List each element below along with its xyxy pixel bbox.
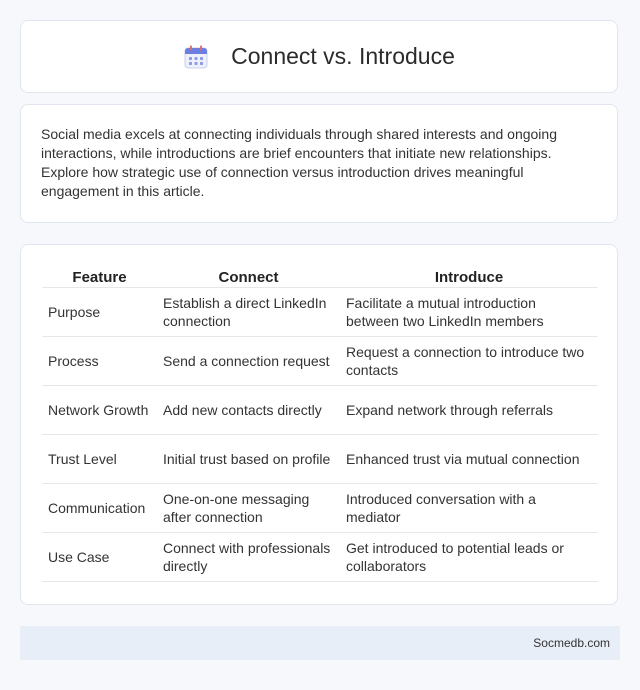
table-row [42, 435, 598, 484]
comparison-card [20, 244, 618, 605]
cell-feature: Purpose [42, 288, 157, 337]
intro-paragraph: Social media excels at connecting individuals through shared interests and ongoing interactions, while introductions are brief encounters that initiate new relationships. Explore how strategic use of connection versus introduction drives meaningful engagement in this article. [41, 126, 557, 199]
cell-connect: Connect with professionals directly [157, 533, 340, 582]
table-row [42, 386, 598, 435]
footer-bar [20, 626, 620, 660]
header-connect: Connect [157, 267, 340, 288]
cell-introduce: Facilitate a mutual introduction between two LinkedIn members [340, 288, 598, 337]
table-row [42, 288, 598, 337]
footer-site-link[interactable]: Socmedb.com [533, 636, 610, 650]
comparison-table [42, 267, 598, 582]
header-introduce: Introduce [340, 267, 598, 288]
table-header-row [42, 267, 598, 288]
cell-introduce: Get introduced to potential leads or collaborators [340, 533, 598, 582]
table-row [42, 533, 598, 582]
intro-card [20, 104, 618, 223]
cell-connect: Establish a direct LinkedIn connection [157, 288, 340, 337]
page-title: Connect vs. Introduce [231, 43, 455, 69]
cell-feature: Use Case [42, 533, 157, 582]
calendar-icon [183, 44, 209, 70]
table-row [42, 484, 598, 533]
cell-introduce: Enhanced trust via mutual connection [340, 435, 598, 484]
cell-feature: Process [42, 337, 157, 386]
cell-connect: One-on-one messaging after connection [157, 484, 340, 533]
cell-introduce: Expand network through referrals [340, 386, 598, 435]
header-feature: Feature [42, 267, 157, 288]
cell-feature: Trust Level [42, 435, 157, 484]
title-card [20, 20, 618, 93]
cell-connect: Initial trust based on profile [157, 435, 340, 484]
cell-connect: Add new contacts directly [157, 386, 340, 435]
cell-connect: Send a connection request [157, 337, 340, 386]
cell-feature: Communication [42, 484, 157, 533]
cell-introduce: Request a connection to introduce two contacts [340, 337, 598, 386]
cell-feature: Network Growth [42, 386, 157, 435]
cell-introduce: Introduced conversation with a mediator [340, 484, 598, 533]
table-row [42, 337, 598, 386]
